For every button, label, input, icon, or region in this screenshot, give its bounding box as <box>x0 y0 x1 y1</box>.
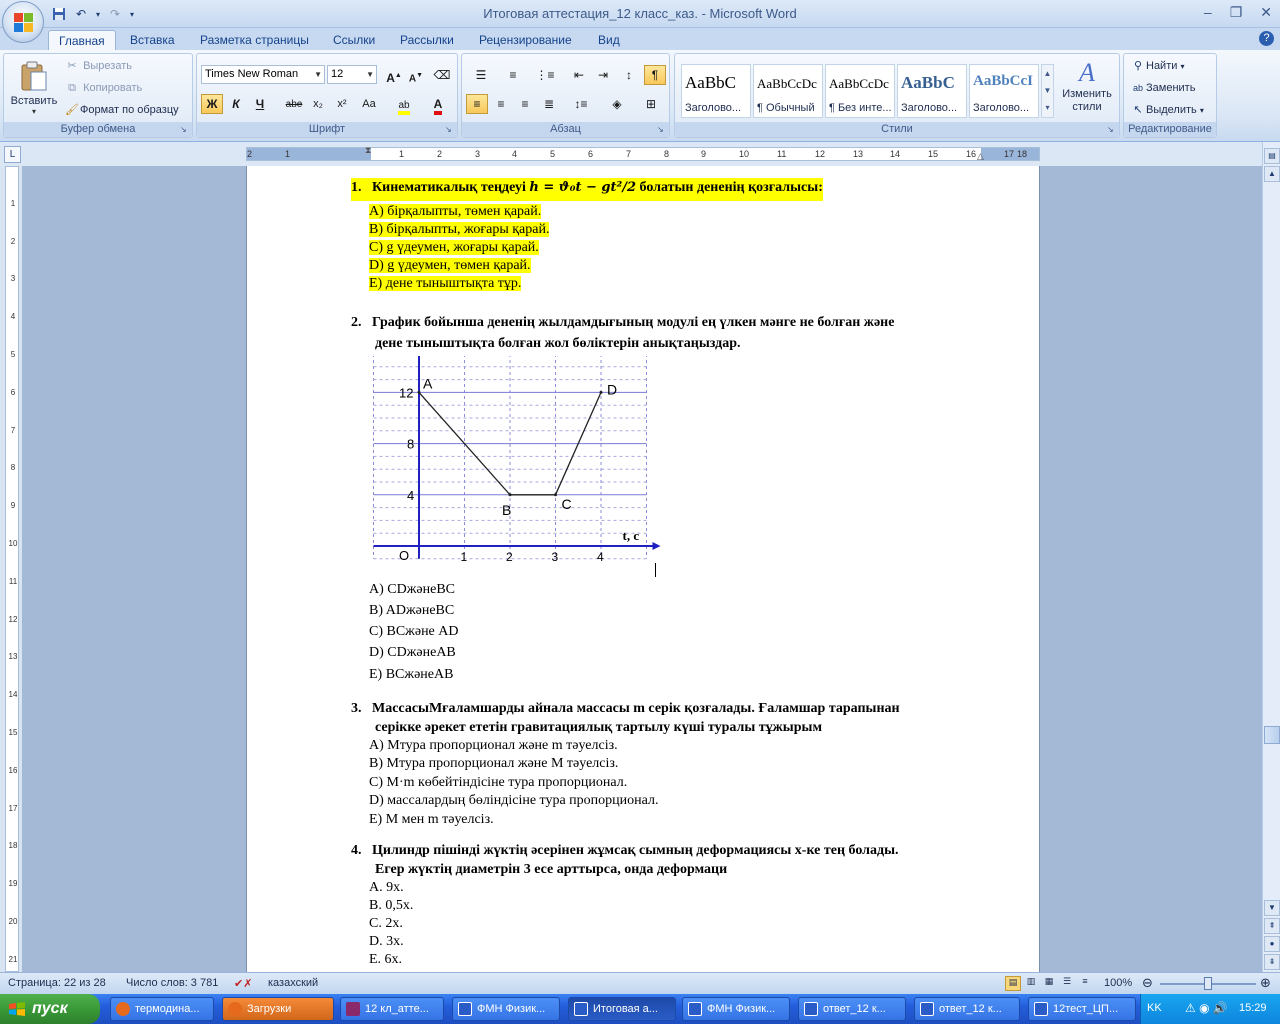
font-size-combo[interactable] <box>327 65 377 84</box>
grow-font-button[interactable]: A▲ <box>386 71 402 85</box>
vertical-ruler-number: 6 <box>10 387 16 397</box>
tab-mailings[interactable]: Рассылки <box>400 33 454 47</box>
page-count[interactable]: Страница: 22 из 28 <box>8 977 106 989</box>
select-label: Выделить <box>1146 104 1197 116</box>
q2-option-b: B) ADжәнеBC <box>369 603 455 618</box>
align-center-icon[interactable]: ≡ <box>497 97 505 111</box>
series-point <box>600 391 603 394</box>
styles-launcher-icon[interactable]: ↘ <box>1107 125 1114 134</box>
change-styles-icon: A <box>1079 58 1095 87</box>
style-sample: AaBbCcDc <box>829 76 889 91</box>
style-name: Заголово... <box>685 102 742 114</box>
subscript-button[interactable]: x₂ <box>313 98 323 110</box>
binoculars-icon: ⚲ <box>1133 60 1143 73</box>
style-name: Заголово... <box>901 102 958 114</box>
scroll-up-icon[interactable]: ▲ <box>1264 166 1280 182</box>
change-case-button[interactable]: Aa <box>362 98 376 110</box>
undo-dropdown-icon[interactable]: ▾ <box>95 9 100 19</box>
font-color-button[interactable] <box>423 94 453 114</box>
cursor-icon: ↖ <box>1133 104 1143 117</box>
archive-icon <box>346 1002 360 1016</box>
question-3-line-2: серікке әрекет ететін гравитациялық тартылу күші туралы тұжырым <box>375 720 822 735</box>
multilevel-list-icon[interactable]: ⋮≡ <box>535 68 555 82</box>
ribbon-tabs <box>0 28 1280 50</box>
vertical-ruler-number: 2 <box>10 236 16 246</box>
vertical-ruler-number: 11 <box>8 576 18 586</box>
q1-option-e: E) дене тыныштықта тұр. <box>369 276 522 291</box>
ruler-number: 2 <box>437 149 443 159</box>
task-word-2[interactable]: ФМН Физик... <box>682 997 790 1021</box>
series-point <box>554 493 557 496</box>
ruler-number: 11 <box>777 149 787 159</box>
word-icon <box>574 1002 588 1016</box>
question-3 <box>351 701 900 717</box>
chevron-down-icon: ▼ <box>366 70 374 79</box>
question-formula: h = ϑ₀t − gt²/2 <box>529 180 636 195</box>
origin-label: O <box>399 548 410 563</box>
font-group <box>196 53 458 138</box>
question-number: 1. <box>351 180 362 195</box>
word-icon <box>688 1002 702 1016</box>
y-tick-label: 12 <box>399 385 414 401</box>
office-button[interactable] <box>2 1 44 43</box>
ribbon <box>0 50 1280 142</box>
word-icon <box>458 1002 472 1016</box>
chevron-down-icon: ▼ <box>314 70 322 79</box>
vertical-ruler-number: 16 <box>8 765 18 775</box>
question-number: 4. <box>351 843 362 858</box>
q2-option-d: D) CDжәнеAB <box>369 645 456 660</box>
full-screen-reading-icon[interactable]: ▥ <box>1026 976 1036 986</box>
point-label: B <box>502 501 512 518</box>
q3-option-c: C) М·m көбейтіндісіне тура пропорционал. <box>369 775 628 790</box>
taskbar <box>0 994 1280 1024</box>
firefox-icon <box>116 1002 130 1016</box>
ruler-number: 15 <box>928 149 939 159</box>
question-4-line-2: Егер жүктің диаметрін 3 есе арттырса, онда деформаци <box>375 862 728 877</box>
q4-option-d: D. 3x. <box>369 934 404 949</box>
editing-group-label: Редактирование <box>1124 122 1216 137</box>
brush-icon: 🖌 <box>65 104 79 117</box>
editing-group <box>1123 53 1217 138</box>
right-indent-marker-icon[interactable]: △ <box>977 151 984 161</box>
window-controls <box>1204 4 1272 21</box>
tab-page-layout[interactable]: Разметка страницы <box>200 33 309 47</box>
vertical-ruler-number: 14 <box>8 690 18 700</box>
change-styles-label: Изменить стили <box>1062 88 1112 113</box>
q4-option-b: B. 0,5x. <box>369 898 414 913</box>
redo-icon[interactable]: ↷ <box>109 7 121 21</box>
minimize-button[interactable]: – <box>1203 4 1212 20</box>
change-styles-button[interactable] <box>1059 58 1115 120</box>
start-label: пуск <box>32 1000 68 1017</box>
font-name-value: Times New Roman <box>205 68 299 80</box>
y-tick-label: 8 <box>407 436 415 452</box>
paragraph-launcher-icon[interactable]: ↘ <box>657 125 664 134</box>
styles-group-label: Стили <box>675 122 1119 137</box>
bold-button[interactable]: Ж <box>201 94 223 114</box>
q2-option-e: E) BCжәнеAB <box>369 667 454 682</box>
customize-qat-icon[interactable]: ▾ <box>129 9 134 19</box>
task-downloads[interactable]: Загрузки <box>222 997 334 1021</box>
question-1 <box>351 180 823 196</box>
proofing-icon[interactable]: ✔✗ <box>234 978 253 990</box>
task-word-5[interactable]: 12тест_ЦП... <box>1028 997 1136 1021</box>
document-area <box>22 166 1262 972</box>
increase-indent-icon[interactable]: ⇥ <box>597 68 609 82</box>
scroll-thumb[interactable] <box>1264 726 1280 744</box>
zoom-level[interactable]: 100% <box>1104 977 1133 989</box>
font-color-icon: A <box>434 97 443 115</box>
scroll-down-icon[interactable]: ▼ <box>1264 900 1280 916</box>
font-launcher-icon[interactable]: ↘ <box>445 125 452 134</box>
ruler-number: 14 <box>890 149 901 159</box>
q4-option-a: A. 9x. <box>369 880 404 895</box>
question-2 <box>351 315 894 331</box>
velocity-time-chart <box>369 356 669 576</box>
q3-option-e: E) М мен m тәуелсіз. <box>369 812 494 827</box>
justify-icon[interactable]: ≣ <box>543 97 555 111</box>
q1-option-d: D) g үдеумен, төмен қарай. <box>369 258 531 273</box>
firefox-icon <box>228 1002 242 1016</box>
copy-icon: ⧉ <box>68 82 76 95</box>
q4-option-c: C. 2x. <box>369 916 403 931</box>
replace-button[interactable] <box>1130 78 1195 98</box>
cut-button[interactable] <box>64 56 132 76</box>
style-name: Заголово... <box>973 102 1030 114</box>
chevron-down-icon: ▾ <box>1199 106 1204 115</box>
q3-option-a: A) Мтура пропорционал және m тәуелсіз. <box>369 738 618 753</box>
paragraph-group-label: Абзац <box>462 122 669 137</box>
q3-option-d: D) массалардың бөліндісіне тура пропорционал. <box>369 793 659 808</box>
q2-option-c: C) BCжәне AD <box>369 624 459 639</box>
style-sample: AaBbC <box>901 73 955 92</box>
tab-home[interactable]: Главная <box>48 30 116 50</box>
select-button[interactable] <box>1130 100 1204 120</box>
paste-button[interactable] <box>8 58 60 122</box>
superscript-button[interactable]: x² <box>337 98 347 110</box>
system-tray <box>1140 994 1280 1024</box>
strikethrough-button[interactable]: abe <box>285 99 303 110</box>
q3-option-b: B) Мтура пропорционал және М тәуелсіз. <box>369 756 619 771</box>
vertical-ruler[interactable] <box>5 166 19 972</box>
scissors-icon: ✂ <box>67 60 77 73</box>
x-tick-label: 1 <box>460 550 468 564</box>
previous-page-icon[interactable]: ⇞ <box>1264 918 1280 934</box>
task-word-3[interactable]: ответ_12 к... <box>798 997 906 1021</box>
vertical-ruler-number: 9 <box>10 501 16 511</box>
italic-button[interactable]: К <box>232 97 240 111</box>
q1-option-a: A) бірқалыпты, төмен қарай. <box>369 204 542 219</box>
question-text-line-1: МассасыМғаламшарды айнала массасы m серік қозғалады. Ғаламшар тарапынан <box>372 701 900 716</box>
language-indicator[interactable]: KK <box>1147 1002 1162 1014</box>
clipboard-group <box>3 53 193 138</box>
outline-icon[interactable]: ☰ <box>1062 976 1072 986</box>
tab-view[interactable]: Вид <box>598 33 620 47</box>
format-painter-label: Формат по образцу <box>80 104 179 116</box>
ruler-number: 8 <box>664 149 670 159</box>
shading-icon[interactable]: ◈ <box>612 97 622 111</box>
question-4 <box>351 843 899 859</box>
y-tick-label: 4 <box>407 487 415 503</box>
question-number: 2. <box>351 315 362 330</box>
vertical-ruler-number: 21 <box>8 954 18 964</box>
vertical-ruler-number: 20 <box>8 917 18 926</box>
ruler-number: 1 <box>285 149 291 159</box>
styles-gallery-scroll[interactable]: ▲ ▼ ▾ <box>1041 64 1054 118</box>
task-word-4[interactable]: ответ_12 к... <box>914 997 1020 1021</box>
vertical-ruler-number: 18 <box>8 841 18 851</box>
style-name: ¶ Обычный <box>757 102 815 114</box>
format-painter-button[interactable] <box>64 100 179 120</box>
font-group-label: Шрифт <box>197 122 457 137</box>
paste-dropdown-icon[interactable]: ▾ <box>31 107 36 116</box>
ruler-number: 5 <box>550 149 556 159</box>
replace-label: Заменить <box>1146 82 1196 94</box>
x-axis-arrow <box>653 542 661 550</box>
ruler-number: 17 <box>1004 149 1015 159</box>
left-margin-area <box>247 148 371 160</box>
decrease-indent-icon[interactable]: ⇤ <box>573 68 585 82</box>
series-point <box>509 493 512 496</box>
windows-flag-icon <box>8 1001 26 1017</box>
text-cursor <box>655 563 656 577</box>
copy-label: Копировать <box>83 82 143 94</box>
replace-icon: ab <box>1132 83 1143 94</box>
bullets-icon[interactable]: ☰ <box>475 68 487 82</box>
question-text: Кинематикалық теңдеуі <box>372 180 530 195</box>
browse-object-icon[interactable]: ● <box>1264 936 1280 952</box>
font-name-combo[interactable] <box>201 65 325 84</box>
copy-button[interactable] <box>64 78 142 98</box>
style-sample: AaBbC <box>685 73 736 92</box>
chevron-down-icon: ▾ <box>1180 62 1185 71</box>
clipboard-group-label: Буфер обмена <box>4 122 192 137</box>
align-right-icon[interactable]: ≡ <box>521 97 529 111</box>
page[interactable] <box>246 166 1040 972</box>
web-layout-icon[interactable]: ▦ <box>1044 976 1054 986</box>
tab-insert[interactable]: Вставка <box>130 33 175 47</box>
q2-option-a: A) CDжәнеBC <box>369 582 455 597</box>
q1-option-c: C) g үдеумен, жоғары қарай. <box>369 240 539 255</box>
vertical-ruler-number: 12 <box>8 614 18 624</box>
word-icon <box>920 1002 934 1016</box>
tab-selector-icon[interactable]: L <box>4 146 21 163</box>
vertical-ruler-number: 15 <box>8 728 18 737</box>
point-label: D <box>607 381 618 398</box>
underline-button[interactable]: Ч <box>255 97 265 111</box>
ruler-number: 1 <box>399 149 405 159</box>
question-2-line-2: дене тыныштықта болған жол бөліктерін анықтаңыздар. <box>375 336 741 351</box>
vertical-ruler-number: 3 <box>10 274 16 284</box>
ruler-number: 10 <box>739 149 750 159</box>
zoom-slider-thumb[interactable] <box>1204 977 1212 990</box>
draft-icon[interactable]: ≡ <box>1082 976 1088 986</box>
question-text-line-1: Цилиндр пішінді жүктің әсерінен жұмсақ сымның деформациясы x-ке тең болады. <box>372 843 899 858</box>
question-text-end: болатын дененің қозғалысы: <box>636 180 823 195</box>
word-icon <box>1034 1002 1048 1016</box>
style-normal[interactable] <box>753 64 823 118</box>
ruler-number: 4 <box>512 149 518 159</box>
vertical-scrollbar[interactable] <box>1262 142 1280 972</box>
help-icon[interactable]: ? <box>1259 31 1274 46</box>
tab-references[interactable]: Ссылки <box>333 33 376 47</box>
x-tick-label: 4 <box>597 550 604 564</box>
style-name: ¶ Без инте... <box>829 102 892 114</box>
ruler-number: 3 <box>475 149 481 159</box>
ruler-number: 18 <box>1017 149 1028 159</box>
highlighter-icon: ab <box>398 100 409 115</box>
ruler-number: 9 <box>701 149 707 159</box>
style-sample: AaBbCcDc <box>757 76 817 91</box>
style-sample: AaBbCcI <box>973 73 1034 89</box>
title-bar <box>0 0 1280 28</box>
vertical-ruler-number: 5 <box>10 350 16 359</box>
paragraph-group <box>461 53 670 138</box>
paste-label: Вставить <box>10 95 58 107</box>
vertical-ruler-number: 10 <box>8 539 18 548</box>
task-word-1[interactable]: ФМН Физик... <box>452 997 560 1021</box>
style-heading-2[interactable] <box>897 64 967 118</box>
align-left-icon[interactable]: ≡ <box>466 94 488 114</box>
question-text-line-1: График бойынша дененің жылдамдығының модулі ең үлкен мәнге не болған және <box>372 315 895 330</box>
word-count[interactable]: Число слов: 3 781 <box>126 977 219 989</box>
tab-review[interactable]: Рецензирование <box>479 33 572 47</box>
ruler-number: 2 <box>247 149 253 159</box>
vertical-ruler-number: 13 <box>8 652 18 662</box>
word-icon <box>804 1002 818 1016</box>
ruler-number: 13 <box>853 149 864 159</box>
status-bar <box>0 972 1280 994</box>
x-tick-label: 3 <box>551 550 559 564</box>
language[interactable]: казахский <box>268 977 319 989</box>
ruler-number: 16 <box>966 149 977 159</box>
question-number: 3. <box>351 701 362 716</box>
find-button[interactable] <box>1130 56 1184 76</box>
clock[interactable]: 15:29 <box>1239 1002 1267 1014</box>
next-page-icon[interactable]: ⇟ <box>1264 954 1280 970</box>
sort-icon[interactable]: ↕ <box>626 68 632 82</box>
style-heading-3[interactable] <box>969 64 1039 118</box>
ruler-row <box>0 142 1280 166</box>
q4-option-e: E. 6x. <box>369 952 403 967</box>
vertical-ruler-number: 7 <box>10 425 16 435</box>
clear-format-icon[interactable]: ⌫ <box>433 68 451 82</box>
zoom-in-icon[interactable]: ⊕ <box>1260 975 1271 990</box>
ruler-number: 12 <box>815 149 826 159</box>
series-point <box>418 391 421 394</box>
horizontal-ruler[interactable] <box>246 147 1040 161</box>
x-tick-label: 2 <box>506 550 513 564</box>
task-winrar[interactable]: 12 кл_атте... <box>340 997 444 1021</box>
point-label: C <box>561 495 572 512</box>
borders-icon[interactable]: ⊞ <box>645 97 657 111</box>
vertical-ruler-number: 17 <box>8 803 18 813</box>
restore-button[interactable]: ❐ <box>1229 4 1243 20</box>
find-label: Найти <box>1146 60 1178 72</box>
close-button[interactable]: ✕ <box>1260 4 1272 20</box>
vertical-ruler-number: 1 <box>10 198 16 208</box>
vertical-ruler-number: 4 <box>10 312 16 322</box>
paste-icon <box>19 60 49 92</box>
zoom-out-icon[interactable]: ⊖ <box>1142 975 1153 990</box>
ruler-toggle-icon[interactable]: ▤ <box>1264 148 1280 164</box>
office-logo-icon <box>14 13 34 33</box>
task-word-active[interactable]: Итоговая а... <box>568 997 676 1021</box>
highlight-button[interactable] <box>389 94 419 114</box>
q1-option-b: B) бірқалыпты, жоғары қарай. <box>369 222 550 237</box>
font-size-value: 12 <box>331 68 344 80</box>
window-title: Итоговая аттестация_12 класс_каз. - Microsoft Word <box>483 6 797 21</box>
ruler-number: 6 <box>588 149 594 159</box>
tray-icons[interactable]: ⚠ ◉ 🔊 <box>1185 1001 1228 1015</box>
view-buttons <box>1005 976 1093 991</box>
start-button[interactable] <box>0 994 100 1024</box>
cut-label: Вырезать <box>83 60 132 72</box>
undo-icon[interactable]: ↶ <box>75 7 87 21</box>
point-label: A <box>423 375 433 392</box>
vertical-ruler-number: 8 <box>10 463 16 473</box>
line-spacing-icon[interactable]: ↕≡ <box>574 97 588 111</box>
show-formatting-icon[interactable]: ¶ <box>644 65 666 85</box>
numbering-icon[interactable]: ≡ <box>509 68 517 82</box>
styles-group <box>674 53 1120 138</box>
clipboard-launcher-icon[interactable]: ↘ <box>180 125 187 134</box>
vertical-ruler-number: 19 <box>8 879 18 889</box>
x-axis-label: t, c <box>622 528 640 543</box>
task-firefox-thermo[interactable]: термодина... <box>110 997 214 1021</box>
print-layout-icon[interactable]: ▤ <box>1005 976 1021 991</box>
indent-marker-icon[interactable]: ⧗ <box>365 145 372 155</box>
ruler-number: 7 <box>626 149 632 159</box>
style-heading-1[interactable] <box>681 64 751 118</box>
shrink-font-button[interactable]: A▼ <box>408 72 424 85</box>
style-no-spacing[interactable] <box>825 64 895 118</box>
